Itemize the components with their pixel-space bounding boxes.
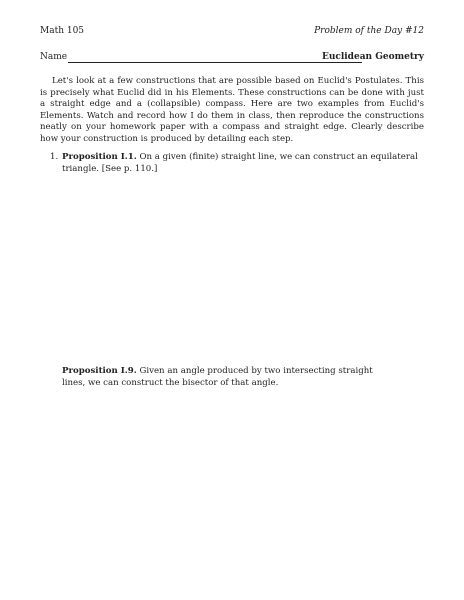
proposition-text: Given an angle produced by two intersecting straight lines, we can construct the bisector of that angle. (62, 366, 373, 388)
proposition-item-1 (50, 152, 424, 175)
problem-of-the-day-label: Problem of the Day #12 (314, 26, 424, 36)
name-blank-line (68, 62, 362, 63)
topic-label: Euclidean Geometry (321, 52, 424, 62)
proposition-title: Proposition I.9. (62, 366, 137, 376)
name-label: Name (40, 52, 68, 62)
name-row (40, 52, 424, 66)
course-label: Math 105 (40, 26, 85, 36)
item-number: 1. (50, 152, 59, 162)
proposition-title: Proposition I.1. (62, 152, 137, 162)
proposition-item-2 (62, 366, 392, 389)
proposition-body (62, 152, 424, 175)
intro-paragraph: Let's look at a few constructions that are possible based on Euclid's Postulates. This is precisely what Euclid did in his Elements. These constructions can be done with just a straight edge and a (collapsible) compass. Here are two examples from Euclid's Elements. Watch and record how I do them in class, then reproduce the constructions neatly on your homework paper with a compass and straight edge. Clearly describe how your construction is produced by detailing each step. (40, 76, 424, 144)
proposition-text: On a given (finite) straight line, we can construct an equilateral triangle. [See p. 110.] (62, 152, 418, 174)
